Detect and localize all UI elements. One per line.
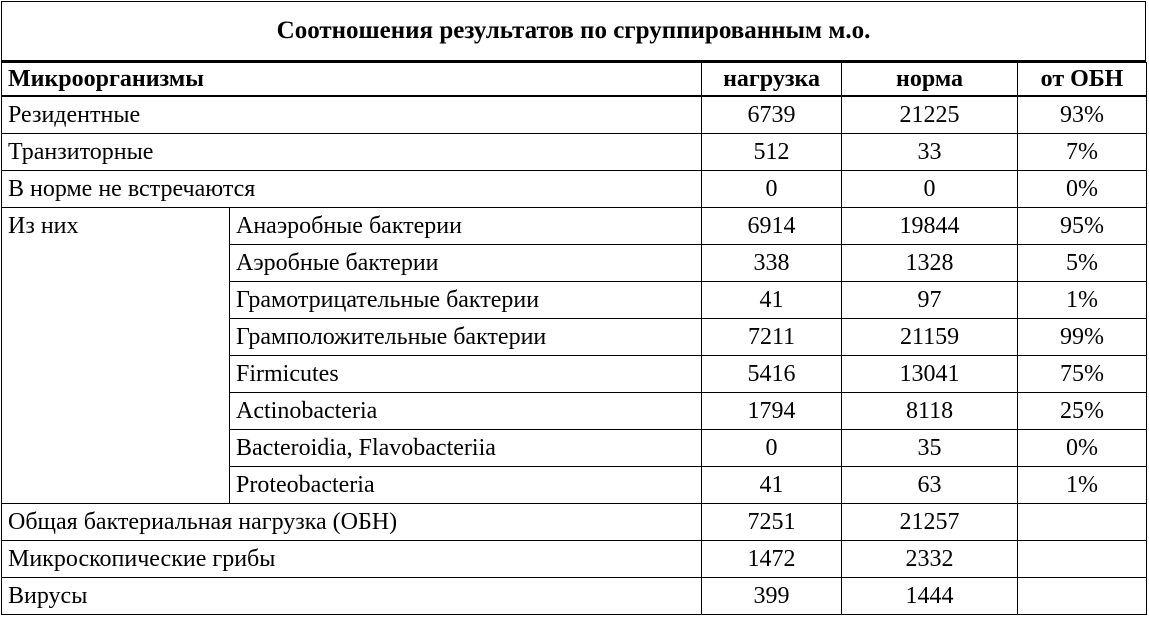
cell-norm: 1444 [842, 578, 1018, 615]
cell-of-total: 93% [1018, 96, 1147, 134]
cell-of-total: 1% [1018, 282, 1147, 319]
header-microorganisms: Микроорганизмы [2, 63, 702, 97]
cell-of-total: 0% [1018, 171, 1147, 208]
table-row-resident [2, 96, 1147, 134]
table-row-fungi [2, 541, 1147, 578]
cell-norm: 35 [842, 430, 1018, 467]
cell-load: 7211 [702, 319, 842, 356]
header-of-total: от ОБН [1018, 63, 1147, 97]
row-label: Общая бактериальная нагрузка (ОБН) [2, 504, 702, 541]
results-table [1, 62, 1147, 615]
cell-load: 1794 [702, 393, 842, 430]
cell-of-total: 7% [1018, 134, 1147, 171]
cell-norm: 97 [842, 282, 1018, 319]
cell-load: 1472 [702, 541, 842, 578]
cell-load: 338 [702, 245, 842, 282]
cell-load: 512 [702, 134, 842, 171]
row-label: В норме не встречаются [2, 171, 702, 208]
cell-norm: 21225 [842, 96, 1018, 134]
table-row-not-normal [2, 171, 1147, 208]
cell-load: 399 [702, 578, 842, 615]
header-norm: норма [842, 63, 1018, 97]
cell-norm: 33 [842, 134, 1018, 171]
cell-norm: 19844 [842, 208, 1018, 245]
cell-load: 41 [702, 282, 842, 319]
cell-norm: 21257 [842, 504, 1018, 541]
table-row-viruses [2, 578, 1147, 615]
cell-of-total [1018, 541, 1147, 578]
table-title-text: Соотношения результатов по сгруппированным м.о. [276, 17, 871, 44]
sub-row-label: Actinobacteria [230, 393, 702, 430]
sub-row-label: Грамположительные бактерии [230, 319, 702, 356]
cell-norm: 0 [842, 171, 1018, 208]
cell-norm: 1328 [842, 245, 1018, 282]
group-label: Из них [2, 208, 230, 504]
cell-norm: 2332 [842, 541, 1018, 578]
cell-of-total: 95% [1018, 208, 1147, 245]
table-row-group [2, 208, 1147, 245]
cell-of-total: 0% [1018, 430, 1147, 467]
row-label: Вирусы [2, 578, 702, 615]
row-label: Резидентные [2, 96, 702, 134]
table-row-transient [2, 134, 1147, 171]
cell-load: 6739 [702, 96, 842, 134]
cell-norm: 63 [842, 467, 1018, 504]
cell-load: 41 [702, 467, 842, 504]
sub-row-label: Аэробные бактерии [230, 245, 702, 282]
cell-of-total: 25% [1018, 393, 1147, 430]
cell-load: 6914 [702, 208, 842, 245]
table-title [1, 1, 1146, 62]
header-load: нагрузка [702, 63, 842, 97]
cell-of-total: 1% [1018, 467, 1147, 504]
sub-row-label: Firmicutes [230, 356, 702, 393]
cell-load: 5416 [702, 356, 842, 393]
sub-row-label: Грамотрицательные бактерии [230, 282, 702, 319]
sub-row-label: Proteobacteria [230, 467, 702, 504]
cell-of-total [1018, 504, 1147, 541]
cell-load: 0 [702, 171, 842, 208]
sub-row-label: Bacteroidia, Flavobacteriia [230, 430, 702, 467]
cell-of-total [1018, 578, 1147, 615]
cell-norm: 13041 [842, 356, 1018, 393]
cell-load: 0 [702, 430, 842, 467]
table-row-total-load [2, 504, 1147, 541]
cell-norm: 8118 [842, 393, 1018, 430]
cell-of-total: 5% [1018, 245, 1147, 282]
cell-of-total: 99% [1018, 319, 1147, 356]
cell-of-total: 75% [1018, 356, 1147, 393]
row-label: Транзиторные [2, 134, 702, 171]
cell-norm: 21159 [842, 319, 1018, 356]
row-label: Микроскопические грибы [2, 541, 702, 578]
cell-load: 7251 [702, 504, 842, 541]
header-row [2, 63, 1147, 97]
sub-row-label: Анаэробные бактерии [230, 208, 702, 245]
